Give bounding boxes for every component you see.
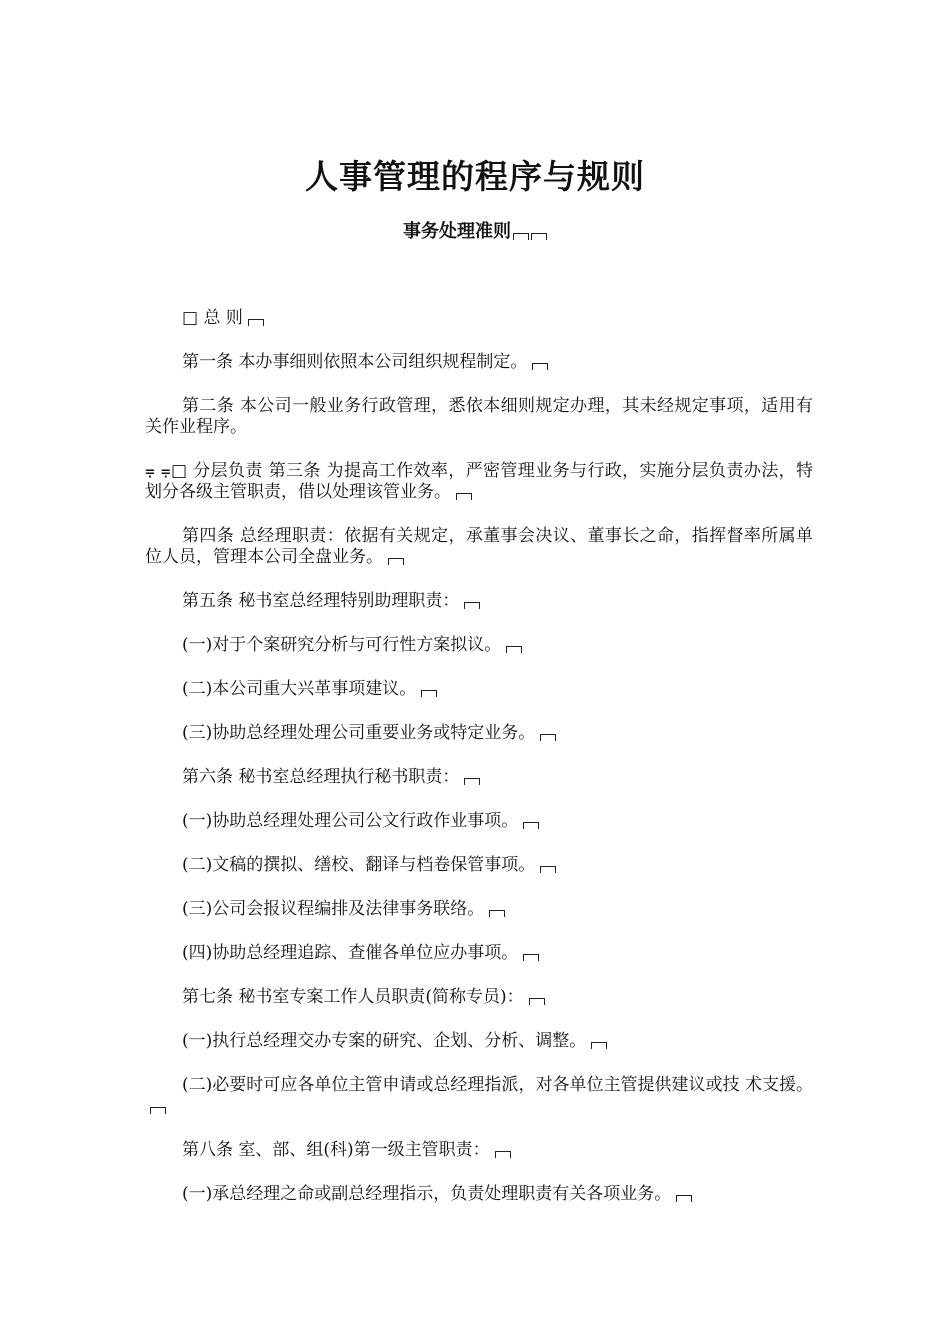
list-item: (三)协助总经理处理公司重要业务或特定业务。	[145, 723, 813, 744]
article-8: 第八条 室、部、组(科)第一级主管职责：	[145, 1140, 813, 1161]
list-item: (二)必要时可应各单位主管申请或总经理指派，对各单位主管提供建议或技 术支援。	[145, 1075, 813, 1117]
article-1: 第一条 本办事细则依照本公司组织规程制定。	[145, 352, 813, 373]
article-6: 第六条 秘书室总经理执行秘书职责：	[145, 767, 813, 788]
paragraph-mark-icon	[523, 954, 539, 961]
paragraph-mark-icon	[150, 1107, 166, 1114]
paragraph-mark-icon	[495, 1151, 511, 1158]
section-heading-general: □ 总 则	[145, 308, 813, 329]
article-4: 第四条 总经理职责：依据有关规定，承董事会决议、董事长之命，指挥督率所属单位人员，管理本公司全盘业务。	[145, 526, 813, 567]
subtitle-text: 事务处理准则	[403, 221, 511, 242]
document-subtitle	[0, 218, 950, 246]
document-title: 人事管理的程序与规则	[305, 157, 645, 196]
paragraph-mark-icon	[489, 910, 505, 917]
list-item: (一)执行总经理交办专案的研究、企划、分析、调整。	[145, 1031, 813, 1052]
article-5: 第五条 秘书室总经理特别助理职责：	[145, 591, 813, 612]
paragraph-mark-icon	[540, 734, 556, 741]
paragraph-mark-icon	[456, 493, 472, 500]
paragraph-mark-icon	[506, 646, 522, 653]
document-body	[145, 308, 813, 1228]
article-2: 第二条 本公司一般业务行政管理，悉依本细则规定办理，其未经规定事项，适用有关作业程序。	[145, 396, 813, 437]
list-item: (三)公司会报议程编排及法律事务联络。	[145, 899, 813, 920]
list-item: (一)承总经理之命或副总经理指示，负责处理职责有关各项业务。	[145, 1184, 813, 1205]
paragraph-mark-icon	[676, 1195, 692, 1202]
list-item: (二)文稿的撰拟、缮校、翻译与档卷保管事项。	[145, 855, 813, 876]
paragraph-mark-icon	[388, 558, 404, 565]
list-item: (二)本公司重大兴革事项建议。	[145, 679, 813, 700]
paragraph-mark-icon	[532, 363, 548, 370]
paragraph-mark-icon	[531, 233, 547, 240]
list-item: (一)对于个案研究分析与可行性方案拟议。	[145, 635, 813, 656]
paragraph-mark-icon	[464, 778, 480, 785]
article-7: 第七条 秘书室专案工作人员职责(简称专员)：	[145, 987, 813, 1008]
list-item: (一)协助总经理处理公司公文行政作业事项。	[145, 811, 813, 832]
list-item: (四)协助总经理追踪、查催各单位应办事项。	[145, 943, 813, 964]
paragraph-mark-icon	[523, 822, 539, 829]
paragraph-mark-icon	[421, 690, 437, 697]
paragraph-mark-icon	[529, 998, 545, 1005]
paragraph-mark-icon	[464, 602, 480, 609]
paragraph-mark-icon	[248, 319, 264, 326]
paragraph-mark-icon	[513, 233, 529, 240]
article-3: ⩦ ⩦□ 分层负责 第三条 为提高工作效率，严密管理业务与行政，实施分层负责办法，特 划分各级主管职责，借以处理该管业务。	[145, 461, 813, 502]
paragraph-mark-icon	[591, 1042, 607, 1049]
paragraph-mark-icon	[540, 866, 556, 873]
